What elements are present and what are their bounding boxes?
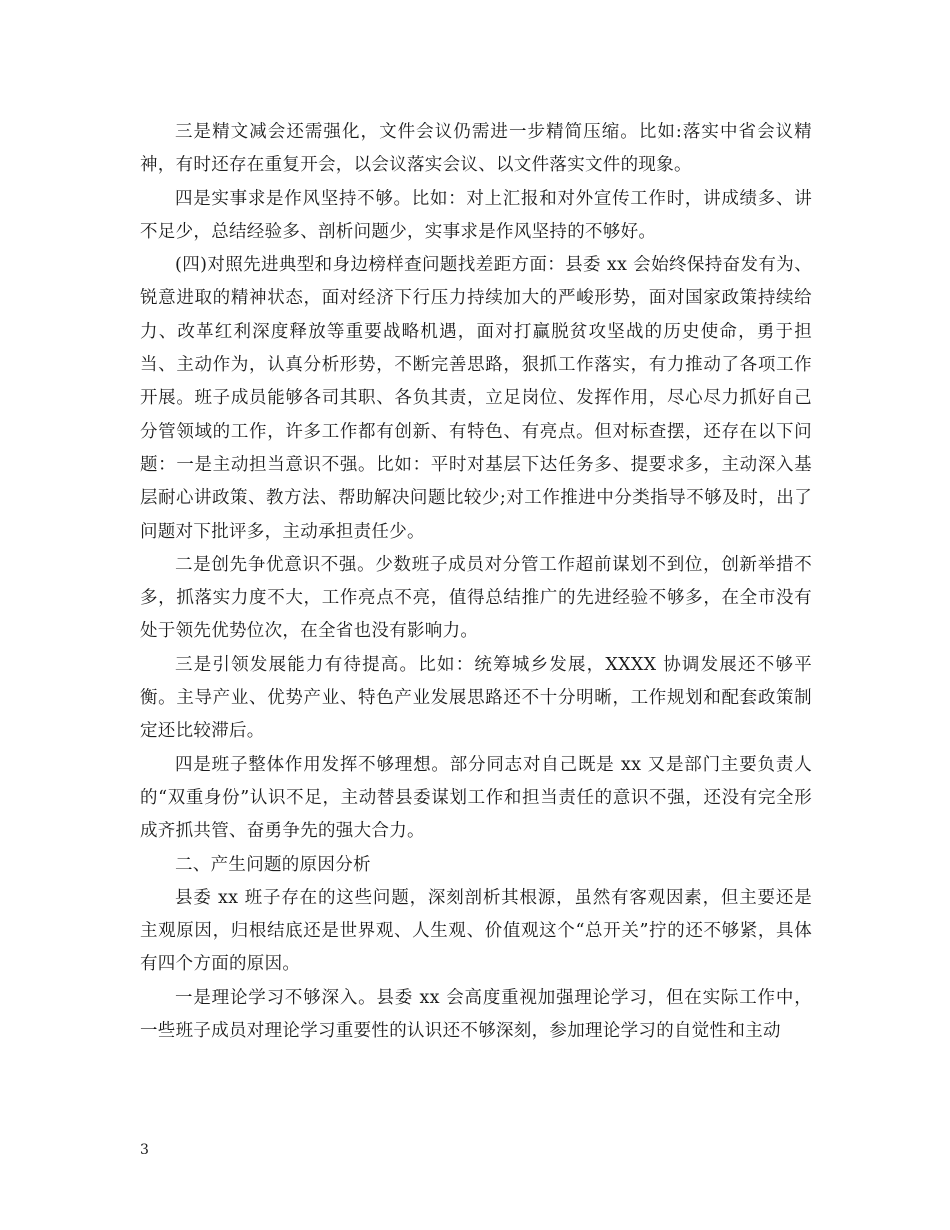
document-body <box>140 116 812 1048</box>
page-number: 3 <box>140 1142 149 1158</box>
paragraph-1: 三是精文减会还需强化，文件会议仍需进一步精简压缩。比如:落实中省会议精神，有时还存在重复开会，以会议落实会议、以文件落实文件的现象。 <box>140 122 812 176</box>
paragraph-7: 县委 xx 班子存在的这些问题，深刻剖析其根源，虽然有客观因素，但主要还是主观原因，归根结底还是世界观、人生观、价值观这个“总开关”拧的还不够紧，具体有四个方面的原因。 <box>140 887 812 975</box>
paragraph-6: 四是班子整体作用发挥不够理想。部分同志对自己既是 xx 又是部门主要负责人的“双重身份”认识不足，主动替县委谋划工作和担当责任的意识不强，还没有完全形成齐抓共管、奋勇争先的强大合力。 <box>140 754 812 842</box>
paragraph-3: (四)对照先进典型和身边榜样查问题找差距方面：县委 xx 会始终保持奋发有为、锐意进取的精神状态，面对经济下行压力持续加大的严峻形势，面对国家政策持续给力、改革红利深度释放等重要战略机遇，面对打赢脱贫攻坚战的历史使命，勇于担当、主动作为，认真分析形势，不断完善思路，狠抓工作落实，有力推动了各项工作开展。班子成员能够各司其职、各负其责，立足岗位、发挥作用，尽心尽力抓好自己分管领域的工作，许多工作都有创新、有特色、有亮点。但对标查摆，还存在以下问题：一是主动担当意识不强。比如：平时对基层下达任务多、提要求多，主动深入基层耐心讲政策、教方法、帮助解决问题比较少;对工作推进中分类指导不够及时，出了问题对下批评多，主动承担责任少。 <box>140 255 812 542</box>
section-heading: 二、产生问题的原因分析 <box>175 854 371 875</box>
paragraph-4: 二是创先争优意识不强。少数班子成员对分管工作超前谋划不到位，创新举措不多，抓落实力度不大，工作亮点不亮，值得总结推广的先进经验不够多，在全市没有处于领先优势位次，在全省也没有影响力。 <box>140 554 812 642</box>
paragraph-2: 四是实事求是作风坚持不够。比如：对上汇报和对外宣传工作时，讲成绩多、讲不足少，总结经验多、剖析问题少，实事求是作风坚持的不够好。 <box>140 188 812 242</box>
paragraph-8: 一是理论学习不够深入。县委 xx 会高度重视加强理论学习，但在实际工作中，一些班子成员对理论学习重要性的认识还不够深刻，参加理论学习的自觉性和主动 <box>140 987 812 1042</box>
paragraph-5: 三是引领发展能力有待提高。比如：统筹城乡发展，XXXX 协调发展还不够平衡。主导产业、优势产业、特色产业发展思路还不十分明晰，工作规划和配套政策制定还比较滞后。 <box>140 654 812 742</box>
